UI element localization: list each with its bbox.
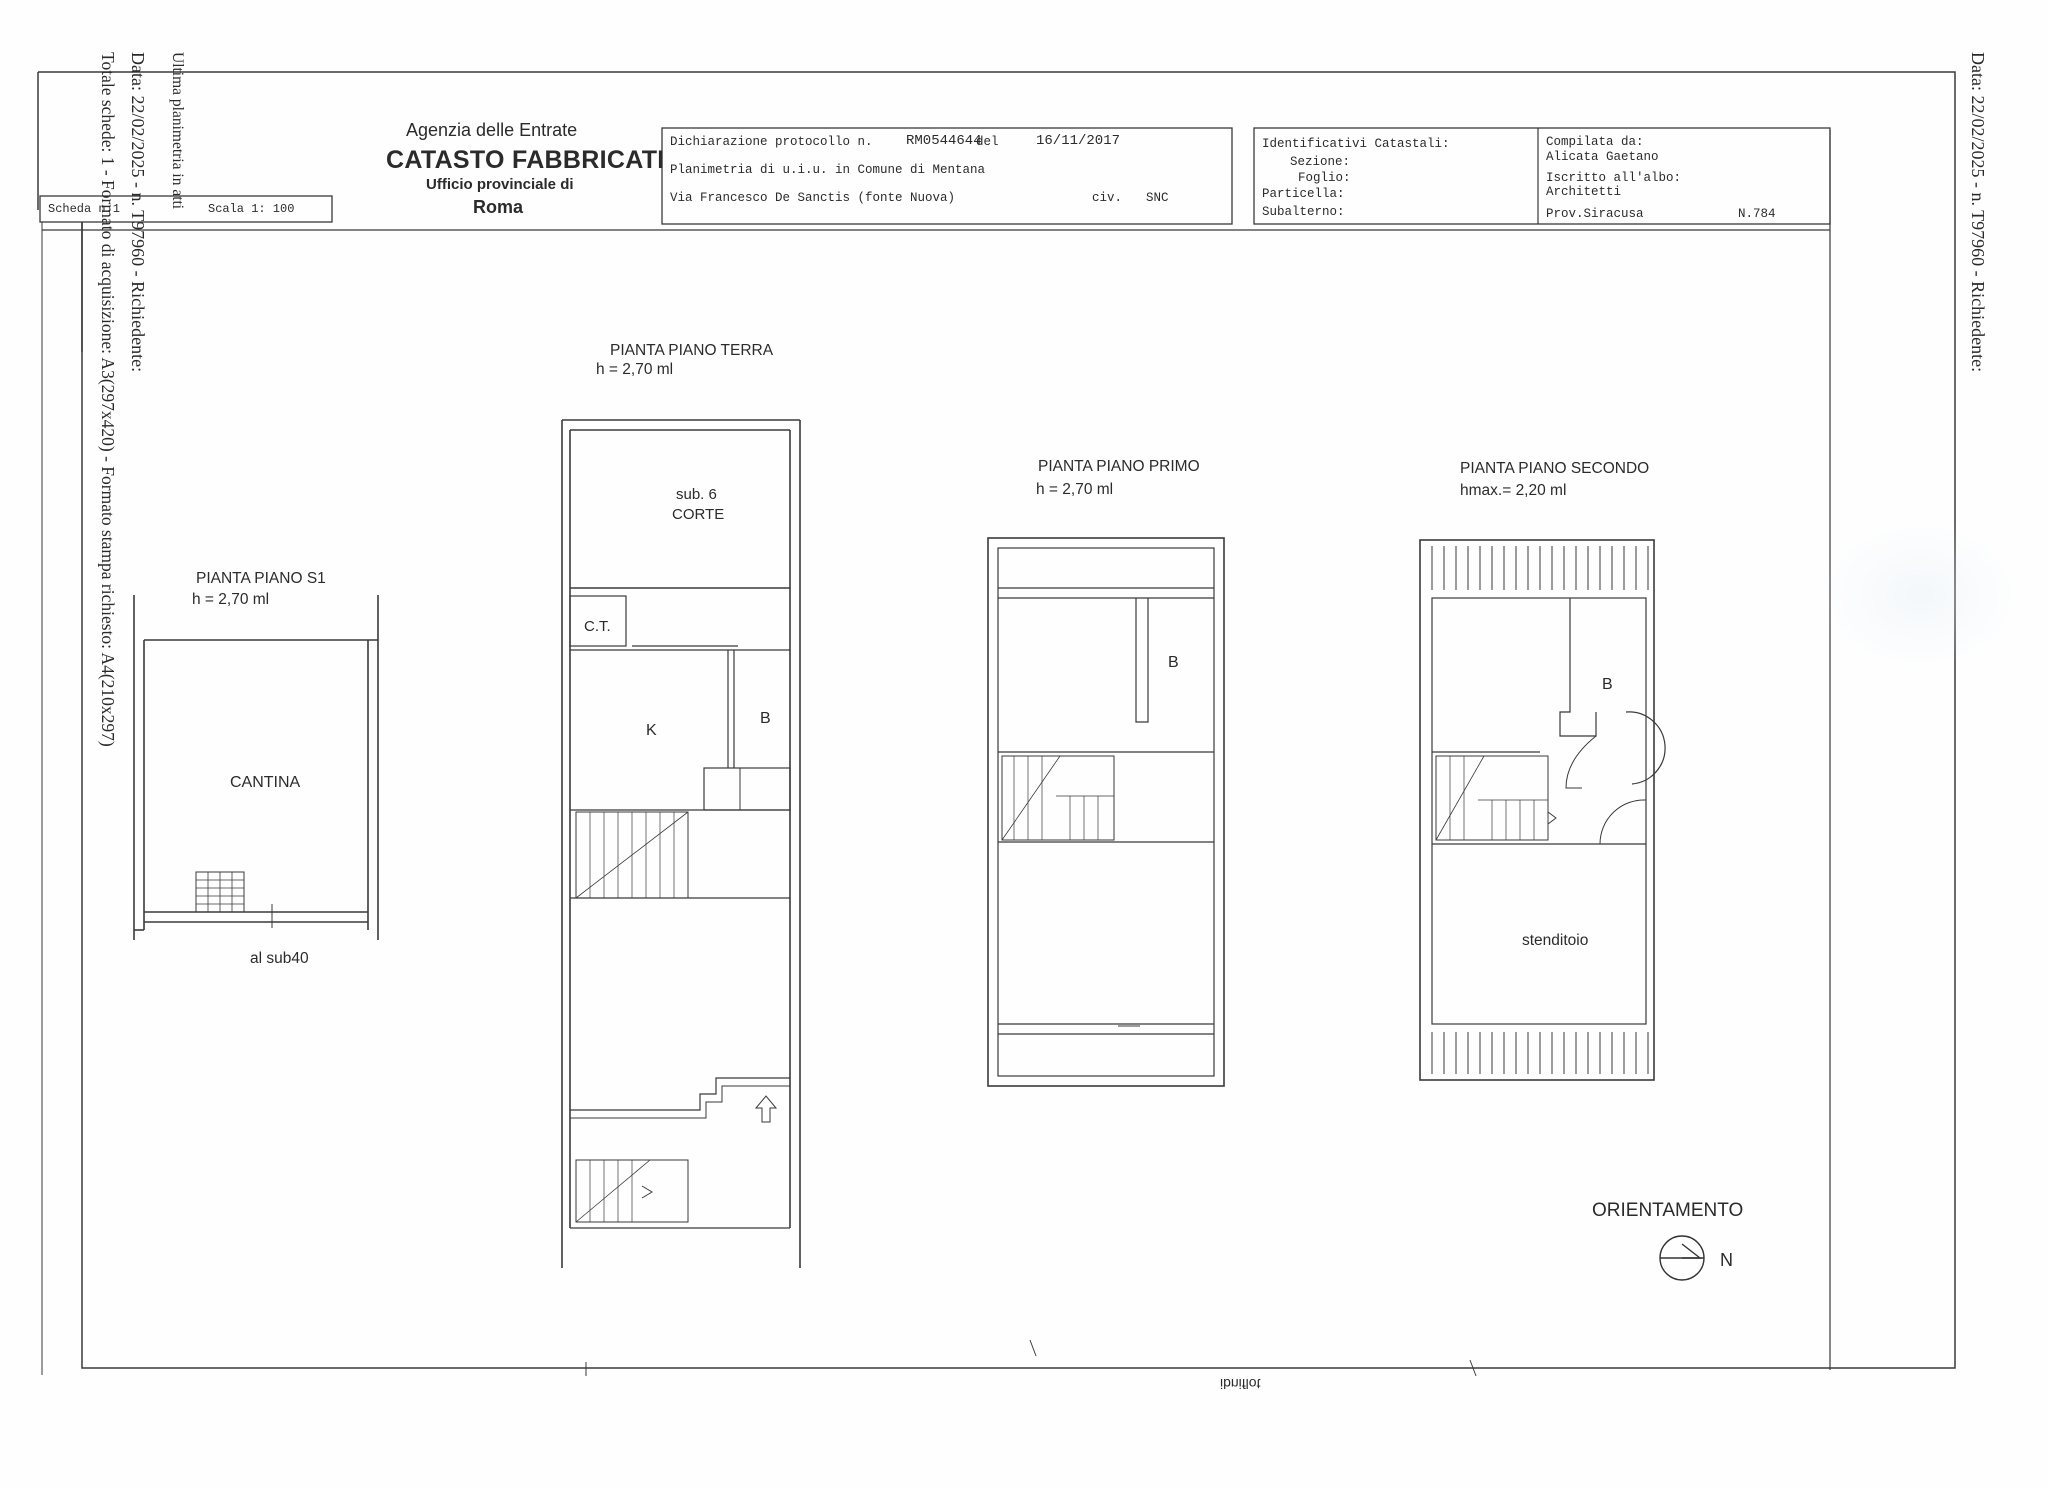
terra-room-b: B	[760, 710, 771, 727]
address-line: Via Francesco De Sanctis (fonte Nuova)	[670, 191, 956, 205]
particella-label: Particella:	[1262, 187, 1345, 201]
primo-room-b: B	[1168, 654, 1179, 671]
office-city: Roma	[473, 197, 524, 217]
civ-label: civ.	[1092, 191, 1123, 205]
protocol-date: 16/11/2017	[1036, 133, 1121, 149]
subalterno-label: Subalterno:	[1262, 205, 1345, 219]
terra-room-k: K	[646, 722, 657, 739]
north-label: N	[1720, 1250, 1733, 1270]
primo-height: h = 2,70 ml	[1036, 481, 1114, 498]
agency-name: Agenzia delle Entrate	[406, 120, 578, 140]
terra-height: h = 2,70 ml	[596, 361, 674, 378]
scala-label: Scala 1: 100	[208, 202, 295, 216]
planimetria-line: Planimetria di u.i.u. in Comune di Mentana	[670, 163, 986, 177]
terra-title: PIANTA PIANO TERRA	[610, 342, 774, 359]
compilata-label: Compilata da:	[1546, 135, 1644, 149]
north-arrow-icon	[1660, 1236, 1704, 1280]
terra-corte: CORTE	[672, 506, 725, 523]
identificativi-title: Identificativi Catastali:	[1262, 137, 1450, 151]
secondo-title: PIANTA PIANO SECONDO	[1460, 460, 1650, 477]
del-label: del	[976, 135, 999, 149]
civ-value: SNC	[1146, 191, 1169, 205]
outer-frame	[38, 72, 1955, 1368]
foglio-label: Foglio:	[1298, 171, 1351, 185]
compiler-name: Alicata Gaetano	[1546, 150, 1659, 164]
margin-date-right: Data: 22/02/2025 - n. T97960 - Richiedente:	[1968, 52, 1988, 373]
plan-primo	[988, 538, 1224, 1086]
s1-note: al sub40	[250, 950, 309, 967]
plan-secondo	[1420, 540, 1665, 1080]
margin-last-plan: Ultima planimetria in atti	[169, 52, 186, 210]
orientamento-label: ORIENTAMENTO	[1592, 1200, 1744, 1221]
bottom-mirrored-text: ibniflot	[1220, 1376, 1261, 1392]
ufficio-label: Ufficio provinciale di	[426, 176, 574, 193]
margin-totals: Totale schede: 1 - Formato di acquisizione: A3(297x420) - Formato stampa richiesto: A4(210x297)	[98, 52, 118, 747]
terra-sub: sub. 6	[676, 486, 717, 503]
sezione-label: Sezione:	[1290, 155, 1351, 169]
terra-ct: C.T.	[584, 618, 611, 635]
margin-date-left: Data: 22/02/2025 - n. T97960 - Richiedente:	[128, 52, 148, 373]
province-label: Prov.Siracusa	[1546, 207, 1644, 221]
plan-s1	[134, 595, 378, 940]
catasto-title: CATASTO FABBRICATI	[386, 146, 665, 174]
protocol-number: RM0544644	[906, 133, 982, 149]
iscritto-label: Iscritto all'albo:	[1546, 171, 1682, 185]
secondo-height: hmax.= 2,20 ml	[1460, 482, 1567, 499]
plan-terra	[562, 420, 800, 1268]
s1-height: h = 2,70 ml	[192, 591, 270, 608]
albo-value: Architetti	[1546, 185, 1622, 199]
dichiarazione-label: Dichiarazione protocollo n.	[670, 135, 873, 149]
s1-room-cantina: CANTINA	[230, 774, 301, 791]
secondo-stenditoio: stenditoio	[1522, 932, 1589, 949]
primo-title: PIANTA PIANO PRIMO	[1038, 458, 1200, 475]
scheda-label: Scheda n.1	[48, 202, 121, 216]
s1-title: PIANTA PIANO S1	[196, 570, 326, 587]
secondo-room-b: B	[1602, 676, 1613, 693]
albo-number: N.784	[1738, 207, 1776, 221]
